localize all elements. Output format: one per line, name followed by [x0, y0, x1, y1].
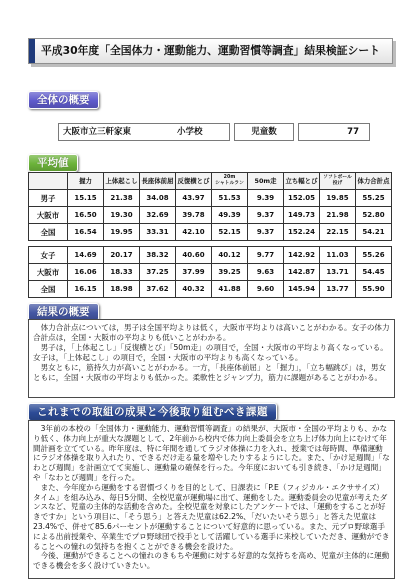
value-cell: 39.78 [176, 207, 212, 224]
value-cell: 19.30 [104, 207, 140, 224]
table-header-row [29, 173, 392, 190]
efforts-paragraph: 今後、運動ができることへの憧れのきもちや運動に対する好意的な気持ちを高め、児童が主体的に運動できる機会を多く設けていきたい。 [33, 551, 390, 571]
row-label: 男子 [29, 190, 68, 207]
value-cell: 9.39 [248, 190, 284, 207]
summary-paragraph: 男子は，「上体起こし」「反復横とび」「50m走」の項目で，全国・大阪市の平均より高くなっている。女子は，「上体起こし」の項目で，全国・大阪市の平均よりも高くなっている。 [33, 343, 388, 362]
value-cell: 54.21 [356, 224, 392, 241]
value-cell: 32.69 [140, 207, 176, 224]
value-cell: 41.88 [212, 281, 248, 298]
column-header: 20m シャトルラン [212, 173, 248, 190]
efforts-heading: これまでの取組の成果と今後取り組むべき課題 [28, 403, 277, 421]
column-header: 反復横とび [176, 173, 212, 190]
value-cell: 21.98 [320, 207, 356, 224]
table-row [29, 190, 392, 207]
value-cell: 20.17 [104, 247, 140, 264]
value-cell: 16.15 [68, 281, 104, 298]
value-cell: 149.73 [284, 207, 320, 224]
student-count-label: 児童数 [234, 123, 294, 141]
column-header: 立ち幅とび [284, 173, 320, 190]
table-row [29, 281, 392, 298]
value-cell: 19.95 [104, 224, 140, 241]
value-cell: 42.10 [176, 224, 212, 241]
value-cell: 13.71 [320, 264, 356, 281]
table-corner-cell [29, 173, 68, 190]
value-cell: 16.54 [68, 224, 104, 241]
value-cell: 16.50 [68, 207, 104, 224]
value-cell: 9.37 [248, 207, 284, 224]
efforts-text-box [28, 420, 395, 579]
average-values-table [28, 172, 392, 298]
value-cell: 142.92 [284, 247, 320, 264]
value-cell: 152.05 [284, 190, 320, 207]
value-cell: 38.32 [140, 247, 176, 264]
title-banner [28, 38, 393, 64]
value-cell: 18.33 [104, 264, 140, 281]
value-cell: 40.32 [176, 281, 212, 298]
value-cell: 54.45 [356, 264, 392, 281]
overview-heading: 全体の概要 [28, 91, 99, 109]
value-cell: 16.06 [68, 264, 104, 281]
value-cell: 13.77 [320, 281, 356, 298]
value-cell: 55.90 [356, 281, 392, 298]
page-title: 平成30年度「全国体力・運動能力、運動習慣等調査」結果検証シート [41, 44, 380, 57]
value-cell: 37.99 [176, 264, 212, 281]
summary-paragraph: 男女ともに，筋持久力が高いことがわかる。一方，「長座体前屈」と「握力」，「立ち幅跳び」は，男女ともに，全国・大阪市の平均よりも低かった。柔軟性とジャンプ力，筋力に課題があることがわかる。 [33, 363, 387, 382]
value-cell: 22.15 [320, 224, 356, 241]
value-cell: 18.98 [104, 281, 140, 298]
value-cell: 9.77 [248, 247, 284, 264]
value-cell: 15.15 [68, 190, 104, 207]
value-cell: 43.97 [176, 190, 212, 207]
value-cell: 37.25 [140, 264, 176, 281]
table-row [29, 247, 392, 264]
table-head [29, 173, 392, 190]
value-cell: 142.87 [284, 264, 320, 281]
table-row [29, 264, 392, 281]
column-header: 50m走 [248, 173, 284, 190]
school-type: 小学校 [177, 127, 203, 137]
value-cell: 40.60 [176, 247, 212, 264]
summary-paragraph: 体力合計点については，男子は全国平均よりは低く，大阪市平均よりは高いことがわかる。女子の体力合計点は，全国・大阪市の平均よりも低いことがわかる。 [33, 323, 390, 342]
value-cell: 52.80 [356, 207, 392, 224]
value-cell: 145.94 [284, 281, 320, 298]
value-cell: 52.15 [212, 224, 248, 241]
column-header: 長座体前屈 [140, 173, 176, 190]
value-cell: 55.25 [356, 190, 392, 207]
table-row [29, 207, 392, 224]
value-cell: 55.26 [356, 247, 392, 264]
value-cell: 19.85 [320, 190, 356, 207]
column-header: 上体起こし [104, 173, 140, 190]
value-cell: 33.31 [140, 224, 176, 241]
school-info-row [58, 123, 370, 141]
value-cell: 40.12 [212, 247, 248, 264]
value-cell: 51.53 [212, 190, 248, 207]
row-label: 大阪市 [29, 264, 68, 281]
column-header: ソフトボール 投げ [320, 173, 356, 190]
row-label: 大阪市 [29, 207, 68, 224]
efforts-paragraph: 3年前の本校の「全国体力・運動能力、運動習慣等調査」の結果が、大阪市・全国の平均よりも、かなり低く、体力向上が重大な課題として、2年前から校内で体力向上委員会を立ち上げ体力向上にむけて年間計画を立てている。昨年度は、特に年間を通してラジオ体操に力を入れ、授業では毎時間、準備運動にラジオ体操を取り入れたり、できるだけ走る量を増やしたりするようにした。また、「かけ足週間」「なわとび週間」を計画立てて実施し、運動量の確保を行った。今年度においても引き続き、「かけ足週間」や「なわとび週間」を行った。 [33, 424, 390, 482]
school-name-cell [58, 123, 230, 141]
school-name: 大阪市立三軒家東 [63, 127, 132, 137]
value-cell: 14.69 [68, 247, 104, 264]
student-count-value: 77 [298, 123, 370, 141]
row-label: 全国 [29, 224, 68, 241]
value-cell: 34.08 [140, 190, 176, 207]
value-cell: 9.60 [248, 281, 284, 298]
table-row [29, 224, 392, 241]
summary-heading: 結果の概要 [28, 303, 99, 321]
value-cell: 152.24 [284, 224, 320, 241]
value-cell: 39.25 [212, 264, 248, 281]
value-cell: 9.37 [248, 224, 284, 241]
row-label: 女子 [29, 247, 68, 264]
value-cell: 49.39 [212, 207, 248, 224]
row-label: 全国 [29, 281, 68, 298]
title-accent-bar [29, 39, 35, 63]
summary-text-box [28, 319, 395, 398]
value-cell: 11.03 [320, 247, 356, 264]
value-cell: 37.62 [140, 281, 176, 298]
value-cell: 21.38 [104, 190, 140, 207]
column-header: 体力合計点 [356, 173, 392, 190]
averages-heading: 平均値 [28, 154, 78, 172]
table-body [29, 190, 392, 298]
efforts-paragraph: また、今年度から運動をする習慣づくりを目的として、日課表に「P.E（フィジカル・エクササイズ）タイム」を組み込み、毎日5分間、全校児童が運動場に出て、運動をした。運動委員会の児童が考えたダンスなど、児童の主体的な活動を含めた。全校児童を対象にしたアンケートでは、「運動をすることが好きですか」という項目に、「そう思う」と答えた児童は62.2%、「だいたいそう思う」と答えた児童は23.4%で、併せて85.6パーセントが運動することについて好意的に思っている。また、元プロ野球選手による出前授業や、卒業生でプロ野球団で投手として活躍している選手に来校していただき、運動ができることへの憧れの気持ちを抱くことができる機会を設けた。 [33, 482, 390, 551]
column-header: 握力 [68, 173, 104, 190]
value-cell: 9.63 [248, 264, 284, 281]
